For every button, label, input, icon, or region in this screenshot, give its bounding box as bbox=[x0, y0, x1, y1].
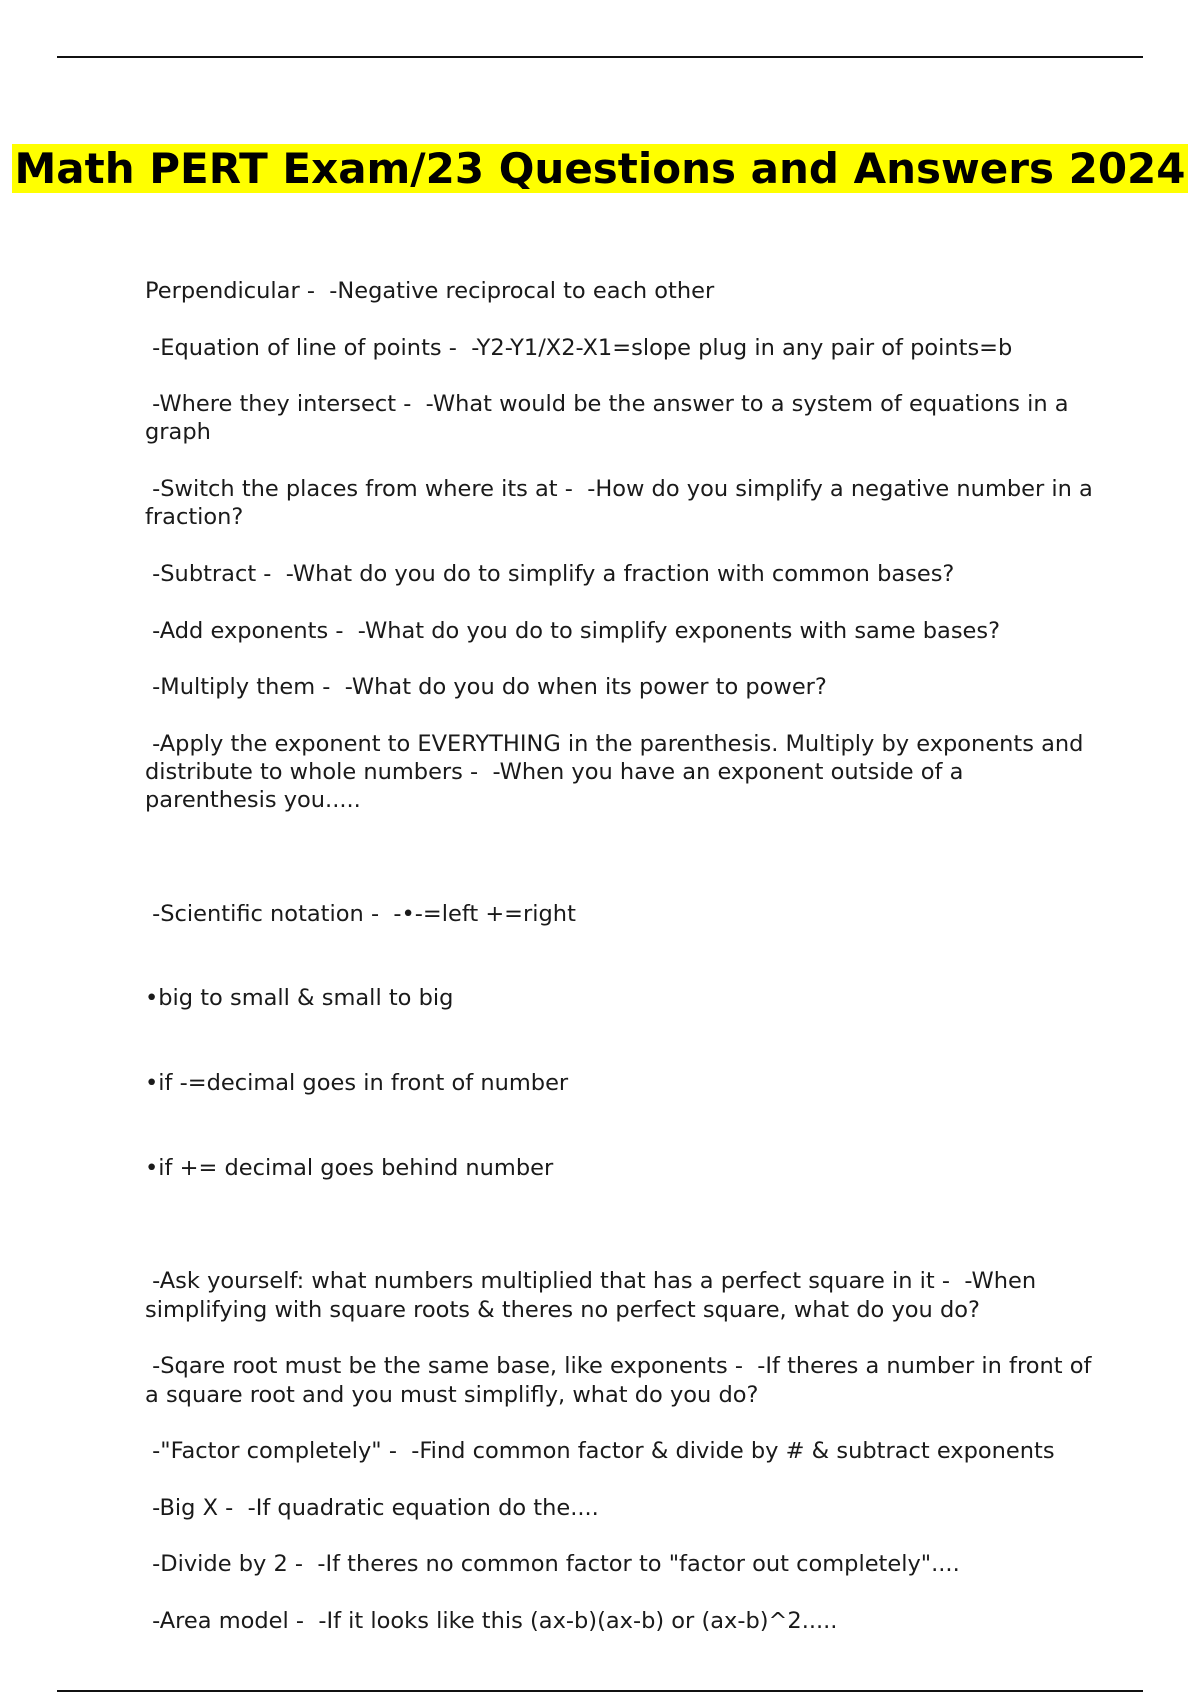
qa-entry: -Add exponents - -What do you do to simplify exponents with same bases? bbox=[145, 617, 1001, 644]
qa-entry: Perpendicular - -Negative reciprocal to each other bbox=[145, 278, 715, 304]
qa-entry: -Ask yourself: what numbers multiplied that has a perfect square in it - -When simplifying with square roots & theres no perfect square, what do you do? bbox=[145, 1268, 1044, 1323]
top-rule bbox=[57, 56, 1143, 58]
bottom-rule bbox=[57, 1690, 1143, 1692]
qa-entry: -Switch the places from where its at - -How do you simplify a negative number in a fraction? bbox=[145, 476, 1100, 531]
title-block bbox=[0, 142, 1200, 196]
qa-entry-scientific-notation bbox=[145, 843, 1095, 1239]
qa-entry: -Multiply them - -What do you do when its power to power? bbox=[145, 674, 827, 701]
qa-bullet-line: •if -=decimal goes in front of number bbox=[145, 1070, 569, 1097]
qa-entry: -"Factor completely" - -Find common factor & divide by # & subtract exponents bbox=[145, 1438, 1055, 1465]
qa-list bbox=[145, 277, 1100, 1664]
qa-line: -Scientific notation - -•-=left +=right bbox=[145, 900, 576, 927]
qa-bullet-line: •big to small & small to big bbox=[145, 985, 454, 1012]
qa-entry: -Divide by 2 - -If theres no common factor to "factor out completely".... bbox=[145, 1551, 960, 1578]
qa-entry: -Apply the exponent to EVERYTHING in the parenthesis. Multiply by exponents and distribute to whole numbers - -When you have an exponent outside of a parenthesis you..... bbox=[145, 730, 1091, 814]
qa-entry: -Area model - -If it looks like this (ax-b)(ax-b) or (ax-b)^2..... bbox=[145, 1607, 838, 1634]
qa-entry: -Where they intersect - -What would be the answer to a system of equations in a graph bbox=[145, 391, 1076, 446]
qa-entry: -Equation of line of points - -Y2-Y1/X2-X1=slope plug in any pair of points=b bbox=[145, 334, 1013, 361]
qa-entry: -Subtract - -What do you do to simplify a fraction with common bases? bbox=[145, 560, 955, 587]
qa-entry: -Big X - -If quadratic equation do the.... bbox=[145, 1494, 599, 1521]
qa-bullet-line: •if += decimal goes behind number bbox=[145, 1155, 554, 1182]
qa-entry: -Sqare root must be the same base, like exponents - -If theres a number in front of a square root and you must simplifly, what do you do? bbox=[145, 1353, 1099, 1408]
document-title: Math PERT Exam/23 Questions and Answers 2024 bbox=[14, 144, 1186, 193]
